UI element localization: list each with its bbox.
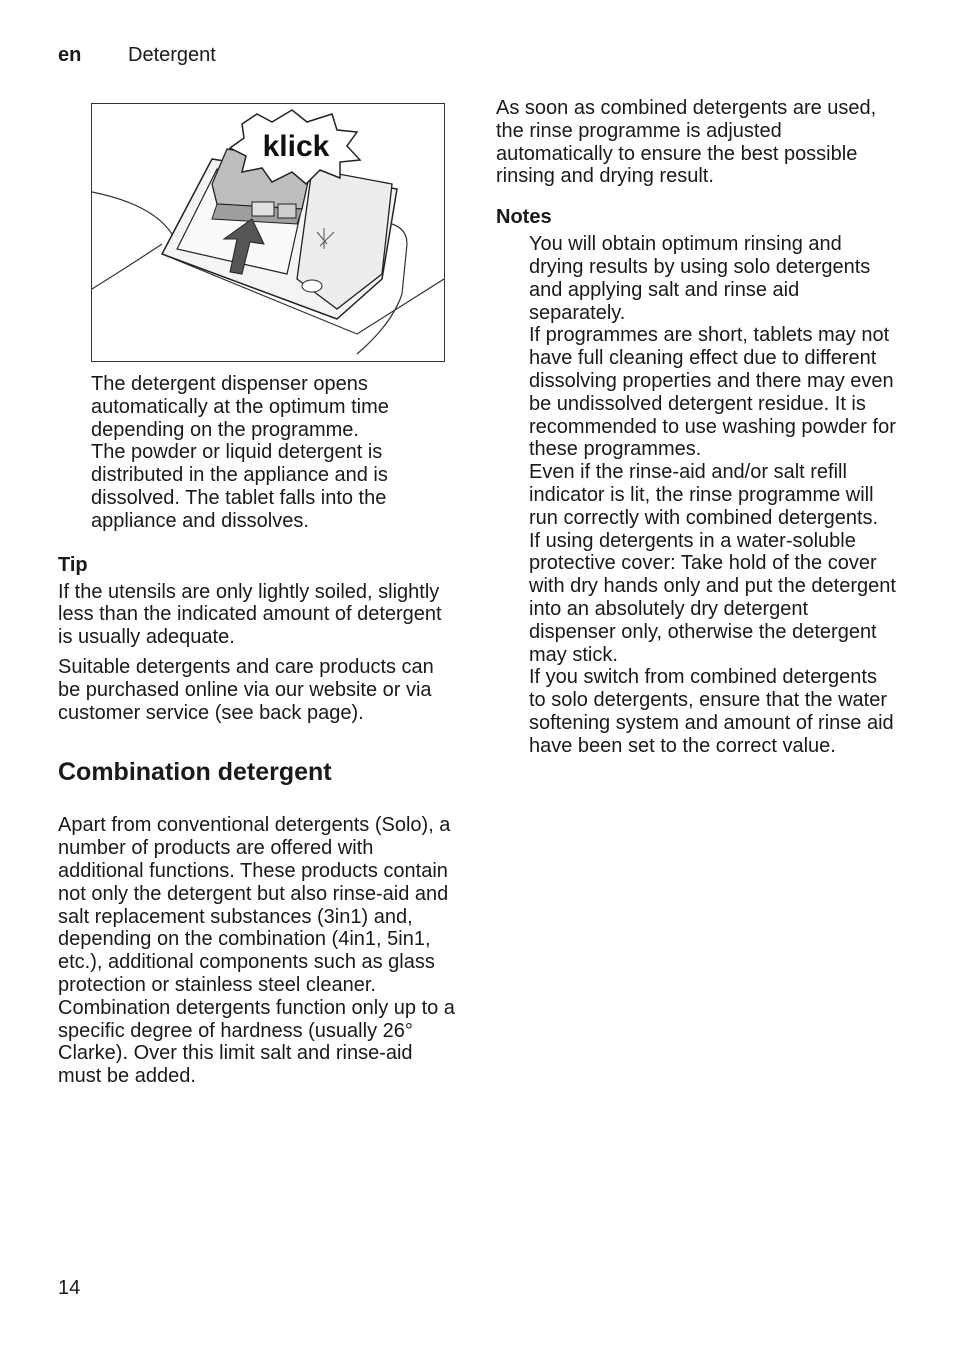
dispenser-paragraph-1: The detergent dispenser opens automatically at the optimum time depending on the programme. — [91, 373, 389, 441]
combination-heading: Combination detergent — [58, 758, 332, 787]
note-item: If programmes are short, tablets may not have full cleaning effect due to different dissolving properties and there may even be undissolved detergent residue. It is recommended to use washing powder for these programmes. — [529, 324, 896, 461]
intro-text: As soon as combined detergents are used, the rinse programme is adjusted automatically to ensure the best possible rinsing and drying result. — [496, 97, 877, 188]
section-title: Detergent — [128, 44, 216, 66]
note-item: If you switch from combined detergents to solo detergents, ensure that the water softening system and amount of rinse aid have been set to the correct value. — [529, 666, 894, 757]
dispenser-paragraph-2: The powder or liquid detergent is distributed in the appliance and is dissolved. The tablet falls into the appliance and dissolves. — [91, 441, 388, 532]
combination-text: Apart from conventional detergents (Solo), a number of products are offered with additional functions. These products contain not only the detergent but also rinse-aid and salt replacement substances (3in1) and, depending on the combination (4in1, 5in1, etc.), additional components such as glass protection or stainless steel cleaner. Combination detergents function only up to a specific degree of hardness (usually 26° Clarke). Over this limit salt and rinse-aid must be added. — [58, 814, 455, 1088]
tip-text: If the utensils are only lightly soiled, slightly less than the indicated amount of detergent is usually adequate. — [58, 580, 442, 649]
tip-heading: Tip — [58, 553, 88, 576]
notes-heading: Notes — [496, 206, 552, 229]
klick-callout: klick — [262, 130, 330, 163]
notes-list — [496, 233, 896, 757]
right-column — [496, 97, 896, 758]
dispenser-illustration — [91, 103, 445, 362]
language-code: en — [58, 44, 82, 66]
page-number: 14 — [58, 1277, 81, 1299]
purchase-text: Suitable detergents and care products can be purchased online via our website or via customer service (see back page). — [58, 655, 434, 724]
page-header — [58, 44, 216, 67]
left-column — [58, 373, 458, 1088]
note-item: If using detergents in a water-soluble protective cover: Take hold of the cover with dry hands only and put the detergent into an absolutely dry detergent dispenser only, otherwise the detergent may stick. — [529, 529, 896, 666]
note-item: You will obtain optimum rinsing and drying results by using solo detergents and applying salt and rinse aid separately. — [529, 233, 871, 324]
note-item: Even if the rinse-aid and/or salt refill indicator is lit, the rinse programme will run correctly with combined detergents. — [529, 461, 879, 529]
